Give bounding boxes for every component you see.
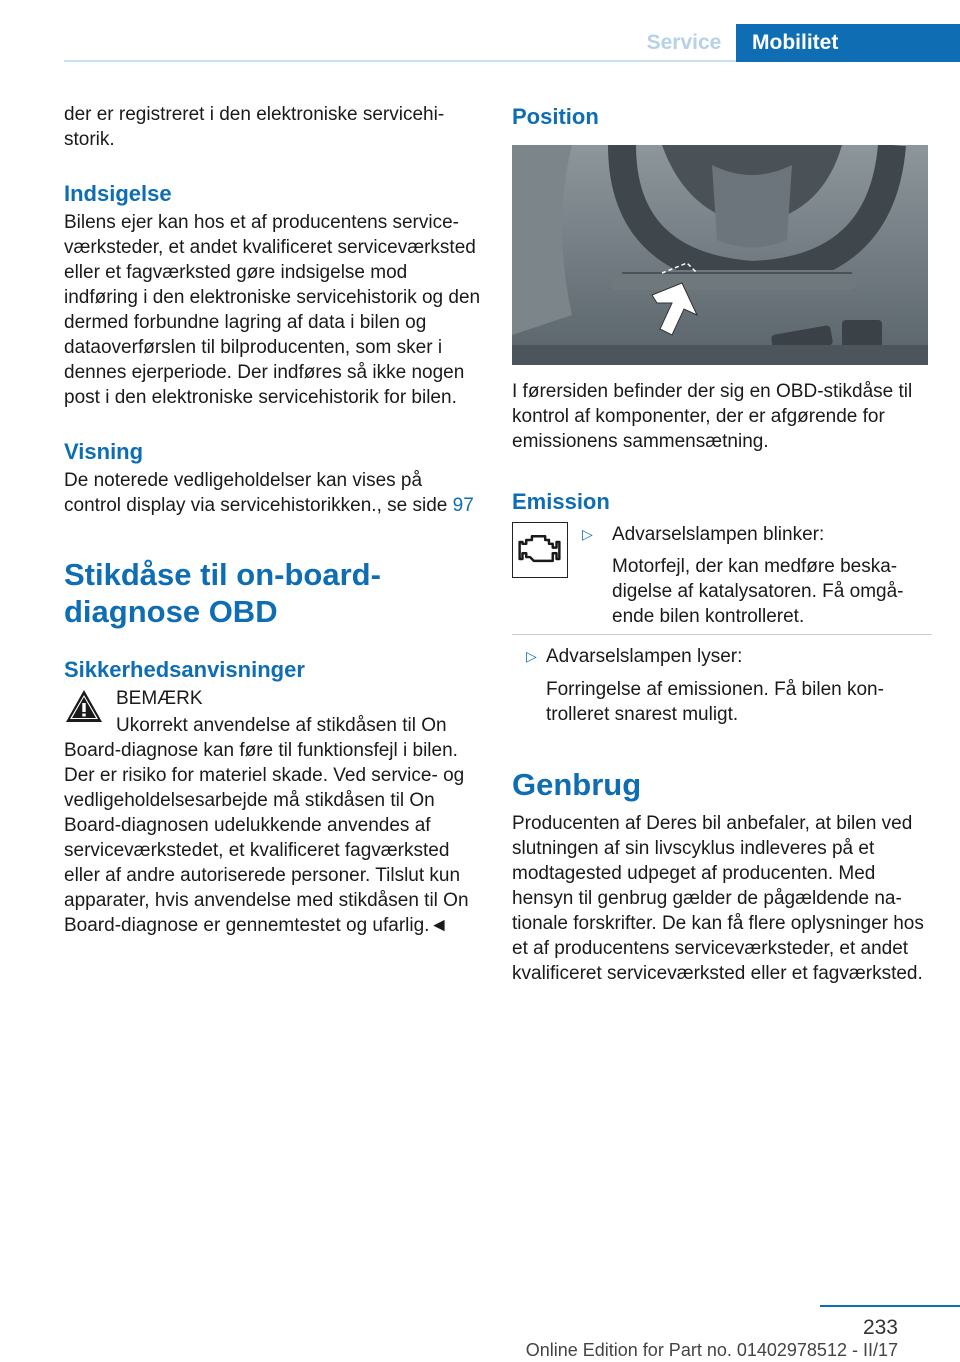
tab-mobilitet[interactable]: Mobilitet — [736, 24, 960, 62]
check-engine-icon — [513, 523, 566, 576]
edition-text: Online Edition for Part no. 01402978512 - II/17 — [525, 1340, 898, 1360]
obd-location-photo — [512, 145, 928, 365]
item1-desc: Motorfejl, der kan medføre beskadigelse af katalysatoren. Få omgående bilen kontrolleret. — [612, 556, 904, 627]
warning-label: BEMÆRK — [116, 688, 203, 709]
heading-sikkerhed: Sikkerhedsanvisninger — [64, 657, 305, 682]
paragraph-genbrug: Producenten af Deres bil anbefaler, at bilen ved slutningen af sin livscyklus indleveres på et modtagested udpeget af producenten. Med hensyn til genbrug gælder de pågældende nationale forskrifter. De kan få flere oplysninger hos et af producentens serviceværksteder, et andet kvalificeret serviceværksted eller et fagværksted. — [512, 813, 924, 984]
warning-text: Board-diagnose kan føre til funktionsfejl i bilen. Der er risiko for materiel skade. Ved service- og vedligeholdelsesarbejde må stikdåsen til On Board-diagnosen udelukkende anvendes af serviceværkstedet, et kvalificeret fagværksted eller af andre autoriserede personer. Tilslut kun apparater, hvis anvendelse med stikdåsen til On Board-diagnose er gennemtestet og ufarlig.◄ — [64, 740, 469, 936]
paragraph-visning — [64, 468, 482, 518]
heading-position: Position — [512, 104, 599, 129]
paragraph-indsigelse: Bilens ejer kan hos et af producentens serviceværksteder, et andet kvalificeret serviceværksted eller et fagværksted gøre indsigelse mod indføring i den elektroniske servicehistorik og den dermed forbundne lagring af data i bilen og dataoverførslen til bilproducenten, som sker i dennes ejerperiode. Der indføres så ikke nogen post i den elektroniske servicehistorik for bilen. — [64, 212, 481, 408]
bullet-icon: ▷ — [582, 526, 593, 542]
warning-triangle-icon — [64, 688, 104, 724]
heading-visning: Visning — [64, 439, 144, 464]
emission-list — [512, 522, 932, 766]
item1-title: Advarselslampen blinker: — [612, 524, 825, 545]
check-engine-lamp — [512, 522, 568, 578]
list-divider — [512, 634, 932, 635]
warning-line1: Ukorrekt anvendelse af stikdåsen til On — [116, 715, 447, 736]
visning-text: De noterede vedligeholdelser kan vises på control display via servicehistorikken., se side — [64, 470, 448, 516]
heading-indsigelse: Indsigelse — [64, 181, 172, 206]
intro-paragraph: der er registreret i den elektroniske servicehistorik. — [64, 104, 445, 150]
tab-service[interactable]: Service — [646, 31, 722, 54]
item2-desc: Forringelse af emissionen. Få bilen kontrolleret snarest muligt. — [546, 679, 884, 725]
paragraph-position: I førersiden befinder der sig en OBD-stikdåse til kontrol af komponenter, der er afgørende for emissionens sammensætning. — [512, 381, 913, 452]
footer-rule — [820, 1305, 960, 1307]
heading-emission: Emission — [512, 489, 610, 514]
page-number: 233 — [862, 1316, 898, 1339]
left-column — [64, 100, 482, 938]
item2-title: Advarselslampen lyser: — [546, 646, 743, 667]
heading-obd: Stikdåse til on-board-diagnose OBD — [64, 557, 381, 629]
bullet-icon: ▷ — [526, 648, 537, 664]
heading-genbrug: Genbrug — [512, 767, 642, 802]
warning-notice — [64, 686, 482, 938]
page-reference-link[interactable]: 97 — [452, 495, 474, 516]
right-column — [512, 100, 932, 986]
